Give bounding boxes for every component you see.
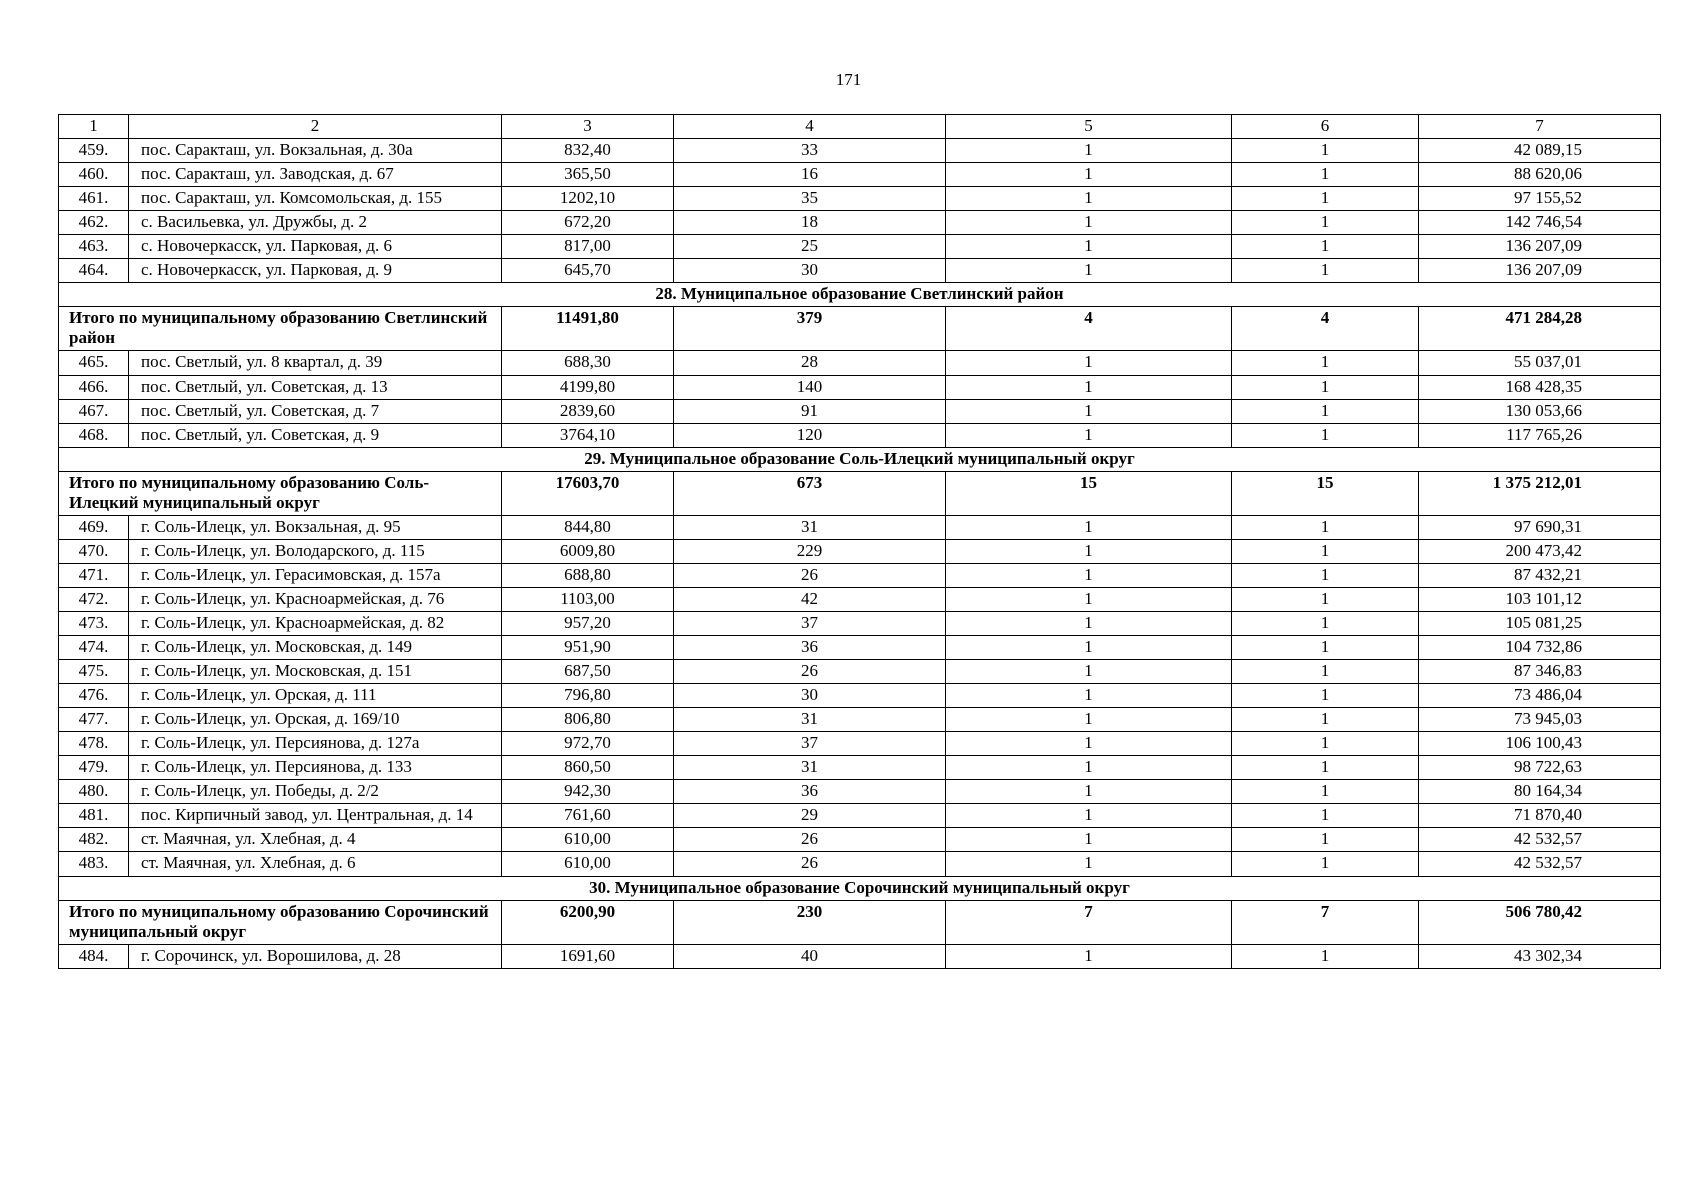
col5-cell: 1: [946, 636, 1232, 660]
table-row: [59, 611, 1661, 635]
address-cell: г. Соль-Илецк, ул. Московская, д. 149: [129, 636, 502, 660]
table-row: [59, 732, 1661, 756]
total-col6-cell: 15: [1232, 471, 1419, 515]
sum-cell: 98 722,63: [1419, 756, 1661, 780]
col6-cell: 1: [1232, 756, 1419, 780]
col6-cell: 1: [1232, 139, 1419, 163]
col6-cell: 1: [1232, 187, 1419, 211]
table-row: [59, 756, 1661, 780]
total-row: [59, 307, 1661, 351]
table-row: [59, 587, 1661, 611]
address-cell: г. Соль-Илецк, ул. Победы, д. 2/2: [129, 780, 502, 804]
column-header: 4: [674, 115, 946, 139]
sum-cell: 105 081,25: [1419, 611, 1661, 635]
col6-cell: 1: [1232, 780, 1419, 804]
residents-cell: 29: [674, 804, 946, 828]
area-cell: 796,80: [502, 684, 674, 708]
table-row: [59, 708, 1661, 732]
row-number-cell: 469.: [59, 515, 129, 539]
residents-cell: 26: [674, 852, 946, 876]
area-cell: 687,50: [502, 660, 674, 684]
row-number-cell: 473.: [59, 611, 129, 635]
col6-cell: 1: [1232, 684, 1419, 708]
col5-cell: 1: [946, 235, 1232, 259]
col6-cell: 1: [1232, 163, 1419, 187]
row-number-cell: 468.: [59, 423, 129, 447]
address-cell: пос. Кирпичный завод, ул. Центральная, д. 14: [129, 804, 502, 828]
col5-cell: 1: [946, 539, 1232, 563]
total-sum-cell: 506 780,42: [1419, 900, 1661, 944]
column-header: 5: [946, 115, 1232, 139]
table-row: [59, 636, 1661, 660]
col6-cell: 1: [1232, 660, 1419, 684]
area-cell: 1202,10: [502, 187, 674, 211]
address-cell: ст. Маячная, ул. Хлебная, д. 6: [129, 852, 502, 876]
row-number-cell: 471.: [59, 563, 129, 587]
residents-cell: 229: [674, 539, 946, 563]
col6-cell: 1: [1232, 828, 1419, 852]
sum-cell: 106 100,43: [1419, 732, 1661, 756]
page-number: 171: [835, 70, 862, 89]
area-cell: 942,30: [502, 780, 674, 804]
total-row: [59, 471, 1661, 515]
total-col5-cell: 15: [946, 471, 1232, 515]
address-cell: пос. Саракташ, ул. Комсомольская, д. 155: [129, 187, 502, 211]
col6-cell: 1: [1232, 611, 1419, 635]
col5-cell: 1: [946, 780, 1232, 804]
sum-cell: 97 690,31: [1419, 515, 1661, 539]
area-cell: 3764,10: [502, 423, 674, 447]
sum-cell: 168 428,35: [1419, 375, 1661, 399]
residents-cell: 37: [674, 732, 946, 756]
row-number-cell: 484.: [59, 944, 129, 968]
area-cell: 832,40: [502, 139, 674, 163]
col5-cell: 1: [946, 732, 1232, 756]
row-number-cell: 476.: [59, 684, 129, 708]
section-heading-row: [59, 876, 1661, 900]
sum-cell: 73 945,03: [1419, 708, 1661, 732]
table-row: [59, 351, 1661, 375]
address-cell: ст. Маячная, ул. Хлебная, д. 4: [129, 828, 502, 852]
table-row: [59, 163, 1661, 187]
col6-cell: 1: [1232, 732, 1419, 756]
address-cell: пос. Светлый, ул. Советская, д. 7: [129, 399, 502, 423]
area-cell: 365,50: [502, 163, 674, 187]
residents-cell: 91: [674, 399, 946, 423]
address-cell: с. Васильевка, ул. Дружбы, д. 2: [129, 211, 502, 235]
address-cell: г. Соль-Илецк, ул. Персиянова, д. 127а: [129, 732, 502, 756]
table-row: [59, 259, 1661, 283]
residents-cell: 28: [674, 351, 946, 375]
total-sum-cell: 471 284,28: [1419, 307, 1661, 351]
col5-cell: 1: [946, 375, 1232, 399]
column-header: 6: [1232, 115, 1419, 139]
address-cell: г. Соль-Илецк, ул. Вокзальная, д. 95: [129, 515, 502, 539]
address-cell: г. Соль-Илецк, ул. Орская, д. 111: [129, 684, 502, 708]
column-header: 7: [1419, 115, 1661, 139]
area-cell: 817,00: [502, 235, 674, 259]
col5-cell: 1: [946, 828, 1232, 852]
area-cell: 688,80: [502, 563, 674, 587]
table-row: [59, 211, 1661, 235]
row-number-cell: 481.: [59, 804, 129, 828]
area-cell: 951,90: [502, 636, 674, 660]
sum-cell: 117 765,26: [1419, 423, 1661, 447]
residents-cell: 40: [674, 944, 946, 968]
row-number-cell: 465.: [59, 351, 129, 375]
total-col5-cell: 4: [946, 307, 1232, 351]
col6-cell: 1: [1232, 515, 1419, 539]
area-cell: 688,30: [502, 351, 674, 375]
residents-cell: 26: [674, 828, 946, 852]
table-row: [59, 423, 1661, 447]
sum-cell: 142 746,54: [1419, 211, 1661, 235]
area-cell: 645,70: [502, 259, 674, 283]
table-row: [59, 780, 1661, 804]
sum-cell: 55 037,01: [1419, 351, 1661, 375]
col6-cell: 1: [1232, 563, 1419, 587]
residents-cell: 30: [674, 684, 946, 708]
total-label: Итого по муниципальному образованию Сорочинский муниципальный округ: [59, 900, 502, 944]
column-header: 1: [59, 115, 129, 139]
residents-cell: 31: [674, 708, 946, 732]
col6-cell: 1: [1232, 587, 1419, 611]
residents-cell: 140: [674, 375, 946, 399]
row-number-cell: 466.: [59, 375, 129, 399]
total-label: Итого по муниципальному образованию Светлинский район: [59, 307, 502, 351]
residents-cell: 35: [674, 187, 946, 211]
sum-cell: 87 432,21: [1419, 563, 1661, 587]
address-cell: г. Соль-Илецк, ул. Орская, д. 169/10: [129, 708, 502, 732]
total-col6-cell: 4: [1232, 307, 1419, 351]
residents-cell: 26: [674, 563, 946, 587]
row-number-cell: 460.: [59, 163, 129, 187]
area-cell: 2839,60: [502, 399, 674, 423]
table-row: [59, 828, 1661, 852]
address-cell: пос. Светлый, ул. 8 квартал, д. 39: [129, 351, 502, 375]
section-title: 30. Муниципальное образование Сорочинский муниципальный округ: [59, 876, 1661, 900]
row-number-cell: 480.: [59, 780, 129, 804]
col5-cell: 1: [946, 399, 1232, 423]
address-cell: с. Новочеркасск, ул. Парковая, д. 6: [129, 235, 502, 259]
row-number-cell: 475.: [59, 660, 129, 684]
col6-cell: 1: [1232, 852, 1419, 876]
total-residents-cell: 230: [674, 900, 946, 944]
registry-table: [58, 114, 1661, 969]
area-cell: 972,70: [502, 732, 674, 756]
col6-cell: 1: [1232, 944, 1419, 968]
area-cell: 844,80: [502, 515, 674, 539]
table-row: [59, 852, 1661, 876]
address-cell: г. Соль-Илецк, ул. Герасимовская, д. 157а: [129, 563, 502, 587]
residents-cell: 37: [674, 611, 946, 635]
col6-cell: 1: [1232, 235, 1419, 259]
sum-cell: 130 053,66: [1419, 399, 1661, 423]
table-row: [59, 515, 1661, 539]
col5-cell: 1: [946, 163, 1232, 187]
address-cell: с. Новочеркасск, ул. Парковая, д. 9: [129, 259, 502, 283]
col6-cell: 1: [1232, 708, 1419, 732]
address-cell: г. Сорочинск, ул. Ворошилова, д. 28: [129, 944, 502, 968]
residents-cell: 31: [674, 515, 946, 539]
area-cell: 610,00: [502, 852, 674, 876]
column-header: 2: [129, 115, 502, 139]
residents-cell: 18: [674, 211, 946, 235]
residents-cell: 42: [674, 587, 946, 611]
row-number-cell: 464.: [59, 259, 129, 283]
section-title: 29. Муниципальное образование Соль-Илецкий муниципальный округ: [59, 447, 1661, 471]
col6-cell: 1: [1232, 399, 1419, 423]
row-number-cell: 472.: [59, 587, 129, 611]
residents-cell: 25: [674, 235, 946, 259]
total-area-cell: 17603,70: [502, 471, 674, 515]
residents-cell: 33: [674, 139, 946, 163]
col6-cell: 1: [1232, 211, 1419, 235]
sum-cell: 80 164,34: [1419, 780, 1661, 804]
table-row: [59, 660, 1661, 684]
col5-cell: 1: [946, 611, 1232, 635]
col6-cell: 1: [1232, 375, 1419, 399]
column-header: 3: [502, 115, 674, 139]
address-cell: г. Соль-Илецк, ул. Красноармейская, д. 82: [129, 611, 502, 635]
row-number-cell: 461.: [59, 187, 129, 211]
address-cell: г. Соль-Илецк, ул. Московская, д. 151: [129, 660, 502, 684]
sum-cell: 200 473,42: [1419, 539, 1661, 563]
row-number-cell: 477.: [59, 708, 129, 732]
residents-cell: 30: [674, 259, 946, 283]
area-cell: 957,20: [502, 611, 674, 635]
sum-cell: 103 101,12: [1419, 587, 1661, 611]
col6-cell: 1: [1232, 804, 1419, 828]
table-row: [59, 399, 1661, 423]
row-number-cell: 482.: [59, 828, 129, 852]
table-row: [59, 563, 1661, 587]
address-cell: пос. Светлый, ул. Советская, д. 13: [129, 375, 502, 399]
col5-cell: 1: [946, 563, 1232, 587]
section-title: 28. Муниципальное образование Светлинский район: [59, 283, 1661, 307]
table-body: [59, 115, 1661, 969]
col5-cell: 1: [946, 515, 1232, 539]
table-row: [59, 235, 1661, 259]
address-cell: г. Соль-Илецк, ул. Володарского, д. 115: [129, 539, 502, 563]
sum-cell: 104 732,86: [1419, 636, 1661, 660]
col6-cell: 1: [1232, 539, 1419, 563]
section-heading-row: [59, 447, 1661, 471]
sum-cell: 136 207,09: [1419, 259, 1661, 283]
table-row: [59, 139, 1661, 163]
col5-cell: 1: [946, 139, 1232, 163]
col5-cell: 1: [946, 259, 1232, 283]
area-cell: 806,80: [502, 708, 674, 732]
col5-cell: 1: [946, 187, 1232, 211]
table-row: [59, 804, 1661, 828]
address-cell: пос. Светлый, ул. Советская, д. 9: [129, 423, 502, 447]
col5-cell: 1: [946, 211, 1232, 235]
residents-cell: 26: [674, 660, 946, 684]
table-row: [59, 684, 1661, 708]
row-number-cell: 478.: [59, 732, 129, 756]
residents-cell: 36: [674, 780, 946, 804]
residents-cell: 16: [674, 163, 946, 187]
col5-cell: 1: [946, 756, 1232, 780]
sum-cell: 42 532,57: [1419, 828, 1661, 852]
total-col5-cell: 7: [946, 900, 1232, 944]
table-row: [59, 375, 1661, 399]
col6-cell: 1: [1232, 423, 1419, 447]
total-area-cell: 11491,80: [502, 307, 674, 351]
sum-cell: 136 207,09: [1419, 235, 1661, 259]
total-residents-cell: 673: [674, 471, 946, 515]
area-cell: 672,20: [502, 211, 674, 235]
area-cell: 610,00: [502, 828, 674, 852]
total-residents-cell: 379: [674, 307, 946, 351]
address-cell: пос. Саракташ, ул. Вокзальная, д. 30а: [129, 139, 502, 163]
sum-cell: 43 302,34: [1419, 944, 1661, 968]
col5-cell: 1: [946, 351, 1232, 375]
col5-cell: 1: [946, 944, 1232, 968]
row-number-cell: 463.: [59, 235, 129, 259]
total-area-cell: 6200,90: [502, 900, 674, 944]
sum-cell: 71 870,40: [1419, 804, 1661, 828]
address-cell: г. Соль-Илецк, ул. Красноармейская, д. 76: [129, 587, 502, 611]
row-number-cell: 467.: [59, 399, 129, 423]
sum-cell: 73 486,04: [1419, 684, 1661, 708]
col5-cell: 1: [946, 684, 1232, 708]
row-number-cell: 479.: [59, 756, 129, 780]
column-header-row: [59, 115, 1661, 139]
col5-cell: 1: [946, 587, 1232, 611]
col6-cell: 1: [1232, 351, 1419, 375]
sum-cell: 88 620,06: [1419, 163, 1661, 187]
area-cell: 1691,60: [502, 944, 674, 968]
area-cell: 1103,00: [502, 587, 674, 611]
address-cell: г. Соль-Илецк, ул. Персиянова, д. 133: [129, 756, 502, 780]
area-cell: 761,60: [502, 804, 674, 828]
residents-cell: 31: [674, 756, 946, 780]
total-row: [59, 900, 1661, 944]
address-cell: пос. Саракташ, ул. Заводская, д. 67: [129, 163, 502, 187]
table-row: [59, 944, 1661, 968]
row-number-cell: 470.: [59, 539, 129, 563]
col5-cell: 1: [946, 660, 1232, 684]
col6-cell: 1: [1232, 636, 1419, 660]
sum-cell: 42 532,57: [1419, 852, 1661, 876]
row-number-cell: 459.: [59, 139, 129, 163]
col5-cell: 1: [946, 423, 1232, 447]
residents-cell: 36: [674, 636, 946, 660]
total-label: Итого по муниципальному образованию Соль-Илецкий муниципальный округ: [59, 471, 502, 515]
sum-cell: 42 089,15: [1419, 139, 1661, 163]
col5-cell: 1: [946, 708, 1232, 732]
sum-cell: 97 155,52: [1419, 187, 1661, 211]
col5-cell: 1: [946, 852, 1232, 876]
table-row: [59, 539, 1661, 563]
col5-cell: 1: [946, 804, 1232, 828]
area-cell: 860,50: [502, 756, 674, 780]
col6-cell: 1: [1232, 259, 1419, 283]
row-number-cell: 483.: [59, 852, 129, 876]
total-col6-cell: 7: [1232, 900, 1419, 944]
sum-cell: 87 346,83: [1419, 660, 1661, 684]
area-cell: 4199,80: [502, 375, 674, 399]
table-row: [59, 187, 1661, 211]
total-sum-cell: 1 375 212,01: [1419, 471, 1661, 515]
residents-cell: 120: [674, 423, 946, 447]
area-cell: 6009,80: [502, 539, 674, 563]
row-number-cell: 474.: [59, 636, 129, 660]
row-number-cell: 462.: [59, 211, 129, 235]
section-heading-row: [59, 283, 1661, 307]
